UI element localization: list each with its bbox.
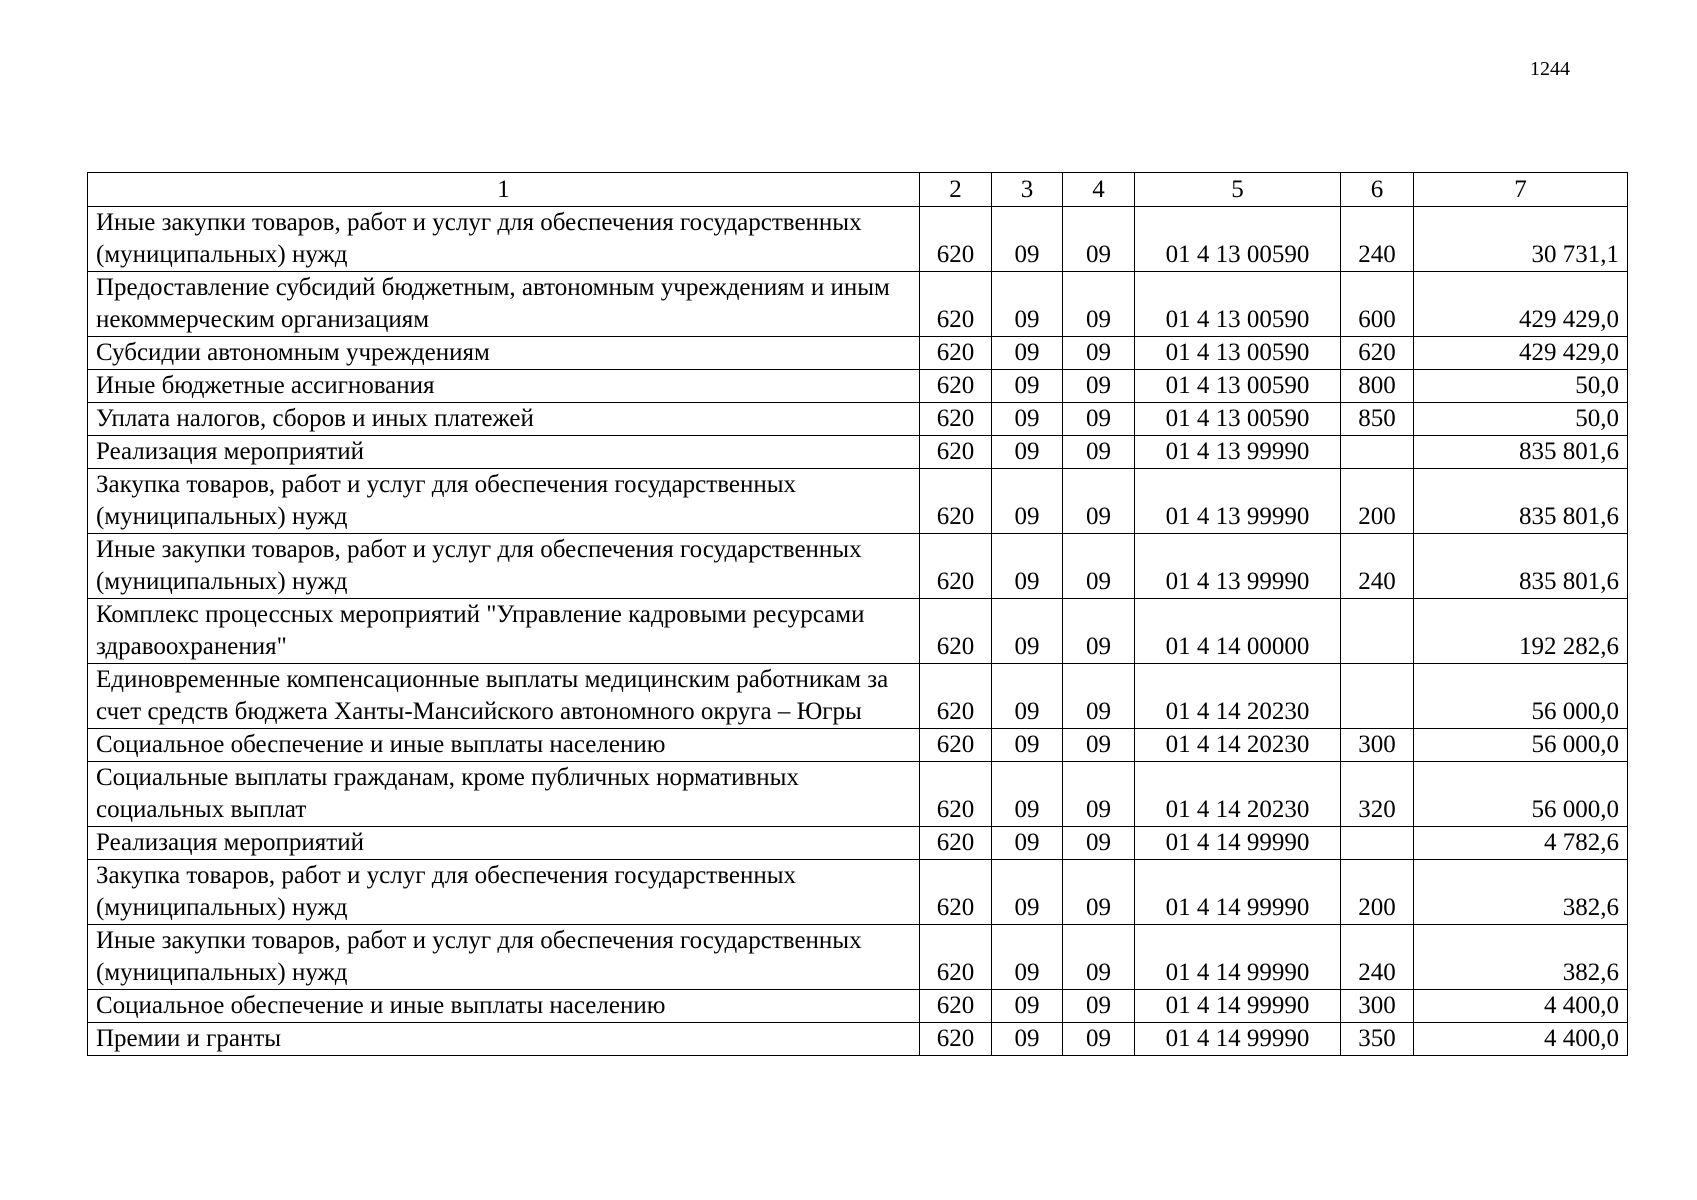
target-article-cell: 01 4 13 00590 (1135, 272, 1341, 337)
expense-name-cell: Иные закупки товаров, работ и услуг для обеспечения государственных (муниципальных) нужд (88, 925, 920, 990)
ministry-code-cell: 620 (920, 729, 992, 762)
amount-cell: 429 429,0 (1414, 337, 1628, 370)
section-cell: 09 (992, 990, 1063, 1023)
expense-name-cell: Социальные выплаты гражданам, кроме публичных нормативных социальных выплат (88, 762, 920, 827)
subsection-cell: 09 (1063, 272, 1135, 337)
expense-type-cell: 350 (1341, 1023, 1414, 1056)
ministry-code-cell: 620 (920, 370, 992, 403)
section-cell: 09 (992, 827, 1063, 860)
target-article-cell: 01 4 14 99990 (1135, 925, 1341, 990)
page-number: 1244 (1530, 58, 1570, 80)
amount-cell: 4 400,0 (1414, 990, 1628, 1023)
expense-type-cell: 600 (1341, 272, 1414, 337)
subsection-cell: 09 (1063, 370, 1135, 403)
table-row (88, 534, 1628, 599)
expense-type-cell: 620 (1341, 337, 1414, 370)
ministry-code-cell: 620 (920, 403, 992, 436)
subsection-cell: 09 (1063, 827, 1135, 860)
subsection-cell: 09 (1063, 925, 1135, 990)
amount-cell: 192 282,6 (1414, 599, 1628, 664)
amount-cell: 56 000,0 (1414, 762, 1628, 827)
expense-name-cell: Социальное обеспечение и иные выплаты населению (88, 990, 920, 1023)
target-article-cell: 01 4 13 00590 (1135, 207, 1341, 272)
amount-cell: 30 731,1 (1414, 207, 1628, 272)
expense-type-cell: 240 (1341, 925, 1414, 990)
ministry-code-cell: 620 (920, 860, 992, 925)
section-cell: 09 (992, 337, 1063, 370)
ministry-code-cell: 620 (920, 436, 992, 469)
section-cell: 09 (992, 272, 1063, 337)
section-cell: 09 (992, 860, 1063, 925)
table-row (88, 762, 1628, 827)
expense-type-cell: 300 (1341, 990, 1414, 1023)
expense-name-cell: Иные бюджетные ассигнования (88, 370, 920, 403)
expense-name-cell: Иные закупки товаров, работ и услуг для обеспечения государственных (муниципальных) нужд (88, 534, 920, 599)
amount-cell: 4 400,0 (1414, 1023, 1628, 1056)
expense-name-cell: Уплата налогов, сборов и иных платежей (88, 403, 920, 436)
ministry-code-cell: 620 (920, 664, 992, 729)
section-cell: 09 (992, 436, 1063, 469)
section-cell: 09 (992, 370, 1063, 403)
subsection-cell: 09 (1063, 337, 1135, 370)
target-article-cell: 01 4 14 20230 (1135, 664, 1341, 729)
ministry-code-cell: 620 (920, 469, 992, 534)
section-cell: 09 (992, 534, 1063, 599)
expense-type-cell (1341, 436, 1414, 469)
expense-name-cell: Социальное обеспечение и иные выплаты населению (88, 729, 920, 762)
expense-name-cell: Реализация мероприятий (88, 436, 920, 469)
target-article-cell: 01 4 13 99990 (1135, 436, 1341, 469)
section-cell: 09 (992, 1023, 1063, 1056)
expense-type-cell: 200 (1341, 469, 1414, 534)
table-row (88, 436, 1628, 469)
ministry-code-cell: 620 (920, 925, 992, 990)
section-cell: 09 (992, 664, 1063, 729)
expense-type-cell (1341, 664, 1414, 729)
budget-table (87, 172, 1628, 1056)
target-article-cell: 01 4 14 99990 (1135, 1023, 1341, 1056)
ministry-code-cell: 620 (920, 990, 992, 1023)
expense-type-cell: 240 (1341, 207, 1414, 272)
amount-cell: 4 782,6 (1414, 827, 1628, 860)
table-row (88, 664, 1628, 729)
expense-name-cell: Единовременные компенсационные выплаты медицинским работникам за счет средств бюджета Ханты-Мансийского автономного округа – Югры (88, 664, 920, 729)
subsection-cell: 09 (1063, 762, 1135, 827)
expense-type-cell: 300 (1341, 729, 1414, 762)
column-number-row (88, 173, 1628, 207)
amount-cell: 835 801,6 (1414, 469, 1628, 534)
table-row (88, 1023, 1628, 1056)
ministry-code-cell: 620 (920, 599, 992, 664)
table-row (88, 469, 1628, 534)
expense-name-cell: Закупка товаров, работ и услуг для обеспечения государственных (муниципальных) нужд (88, 860, 920, 925)
column-header: 6 (1341, 173, 1414, 207)
expense-name-cell: Реализация мероприятий (88, 827, 920, 860)
amount-cell: 835 801,6 (1414, 534, 1628, 599)
subsection-cell: 09 (1063, 990, 1135, 1023)
expense-type-cell (1341, 827, 1414, 860)
table-row (88, 990, 1628, 1023)
subsection-cell: 09 (1063, 860, 1135, 925)
expense-type-cell (1341, 599, 1414, 664)
expense-type-cell: 800 (1341, 370, 1414, 403)
ministry-code-cell: 620 (920, 534, 992, 599)
subsection-cell: 09 (1063, 436, 1135, 469)
target-article-cell: 01 4 14 99990 (1135, 827, 1341, 860)
target-article-cell: 01 4 13 00590 (1135, 337, 1341, 370)
expense-type-cell: 200 (1341, 860, 1414, 925)
table-row (88, 272, 1628, 337)
table-row (88, 729, 1628, 762)
subsection-cell: 09 (1063, 1023, 1135, 1056)
amount-cell: 382,6 (1414, 860, 1628, 925)
section-cell: 09 (992, 762, 1063, 827)
ministry-code-cell: 620 (920, 272, 992, 337)
column-header: 5 (1135, 173, 1341, 207)
expense-type-cell: 850 (1341, 403, 1414, 436)
amount-cell: 56 000,0 (1414, 729, 1628, 762)
table-body (88, 207, 1628, 1056)
expense-name-cell: Иные закупки товаров, работ и услуг для обеспечения государственных (муниципальных) нужд (88, 207, 920, 272)
subsection-cell: 09 (1063, 469, 1135, 534)
ministry-code-cell: 620 (920, 207, 992, 272)
target-article-cell: 01 4 14 99990 (1135, 860, 1341, 925)
ministry-code-cell: 620 (920, 762, 992, 827)
column-header: 2 (920, 173, 992, 207)
amount-cell: 429 429,0 (1414, 272, 1628, 337)
amount-cell: 56 000,0 (1414, 664, 1628, 729)
expense-name-cell: Комплекс процессных мероприятий "Управление кадровыми ресурсами здравоохранения" (88, 599, 920, 664)
section-cell: 09 (992, 729, 1063, 762)
table-row (88, 403, 1628, 436)
ministry-code-cell: 620 (920, 1023, 992, 1056)
subsection-cell: 09 (1063, 664, 1135, 729)
target-article-cell: 01 4 13 00590 (1135, 403, 1341, 436)
amount-cell: 50,0 (1414, 370, 1628, 403)
column-header: 3 (992, 173, 1063, 207)
subsection-cell: 09 (1063, 403, 1135, 436)
section-cell: 09 (992, 599, 1063, 664)
amount-cell: 835 801,6 (1414, 436, 1628, 469)
section-cell: 09 (992, 469, 1063, 534)
target-article-cell: 01 4 14 20230 (1135, 729, 1341, 762)
ministry-code-cell: 620 (920, 827, 992, 860)
table-row (88, 370, 1628, 403)
table-row (88, 827, 1628, 860)
amount-cell: 50,0 (1414, 403, 1628, 436)
amount-cell: 382,6 (1414, 925, 1628, 990)
column-header: 4 (1063, 173, 1135, 207)
subsection-cell: 09 (1063, 729, 1135, 762)
column-header: 7 (1414, 173, 1628, 207)
subsection-cell: 09 (1063, 207, 1135, 272)
target-article-cell: 01 4 14 00000 (1135, 599, 1341, 664)
subsection-cell: 09 (1063, 599, 1135, 664)
expense-name-cell: Премии и гранты (88, 1023, 920, 1056)
expense-name-cell: Субсидии автономным учреждениям (88, 337, 920, 370)
target-article-cell: 01 4 13 00590 (1135, 370, 1341, 403)
column-header: 1 (88, 173, 920, 207)
section-cell: 09 (992, 403, 1063, 436)
table-row (88, 860, 1628, 925)
section-cell: 09 (992, 207, 1063, 272)
expense-name-cell: Закупка товаров, работ и услуг для обеспечения государственных (муниципальных) нужд (88, 469, 920, 534)
table-row (88, 925, 1628, 990)
target-article-cell: 01 4 14 20230 (1135, 762, 1341, 827)
table-row (88, 337, 1628, 370)
table-row (88, 599, 1628, 664)
target-article-cell: 01 4 13 99990 (1135, 469, 1341, 534)
target-article-cell: 01 4 14 99990 (1135, 990, 1341, 1023)
section-cell: 09 (992, 925, 1063, 990)
expense-name-cell: Предоставление субсидий бюджетным, автономным учреждениям и иным некоммерческим организациям (88, 272, 920, 337)
expense-type-cell: 240 (1341, 534, 1414, 599)
target-article-cell: 01 4 13 99990 (1135, 534, 1341, 599)
subsection-cell: 09 (1063, 534, 1135, 599)
table-row (88, 207, 1628, 272)
ministry-code-cell: 620 (920, 337, 992, 370)
expense-type-cell: 320 (1341, 762, 1414, 827)
